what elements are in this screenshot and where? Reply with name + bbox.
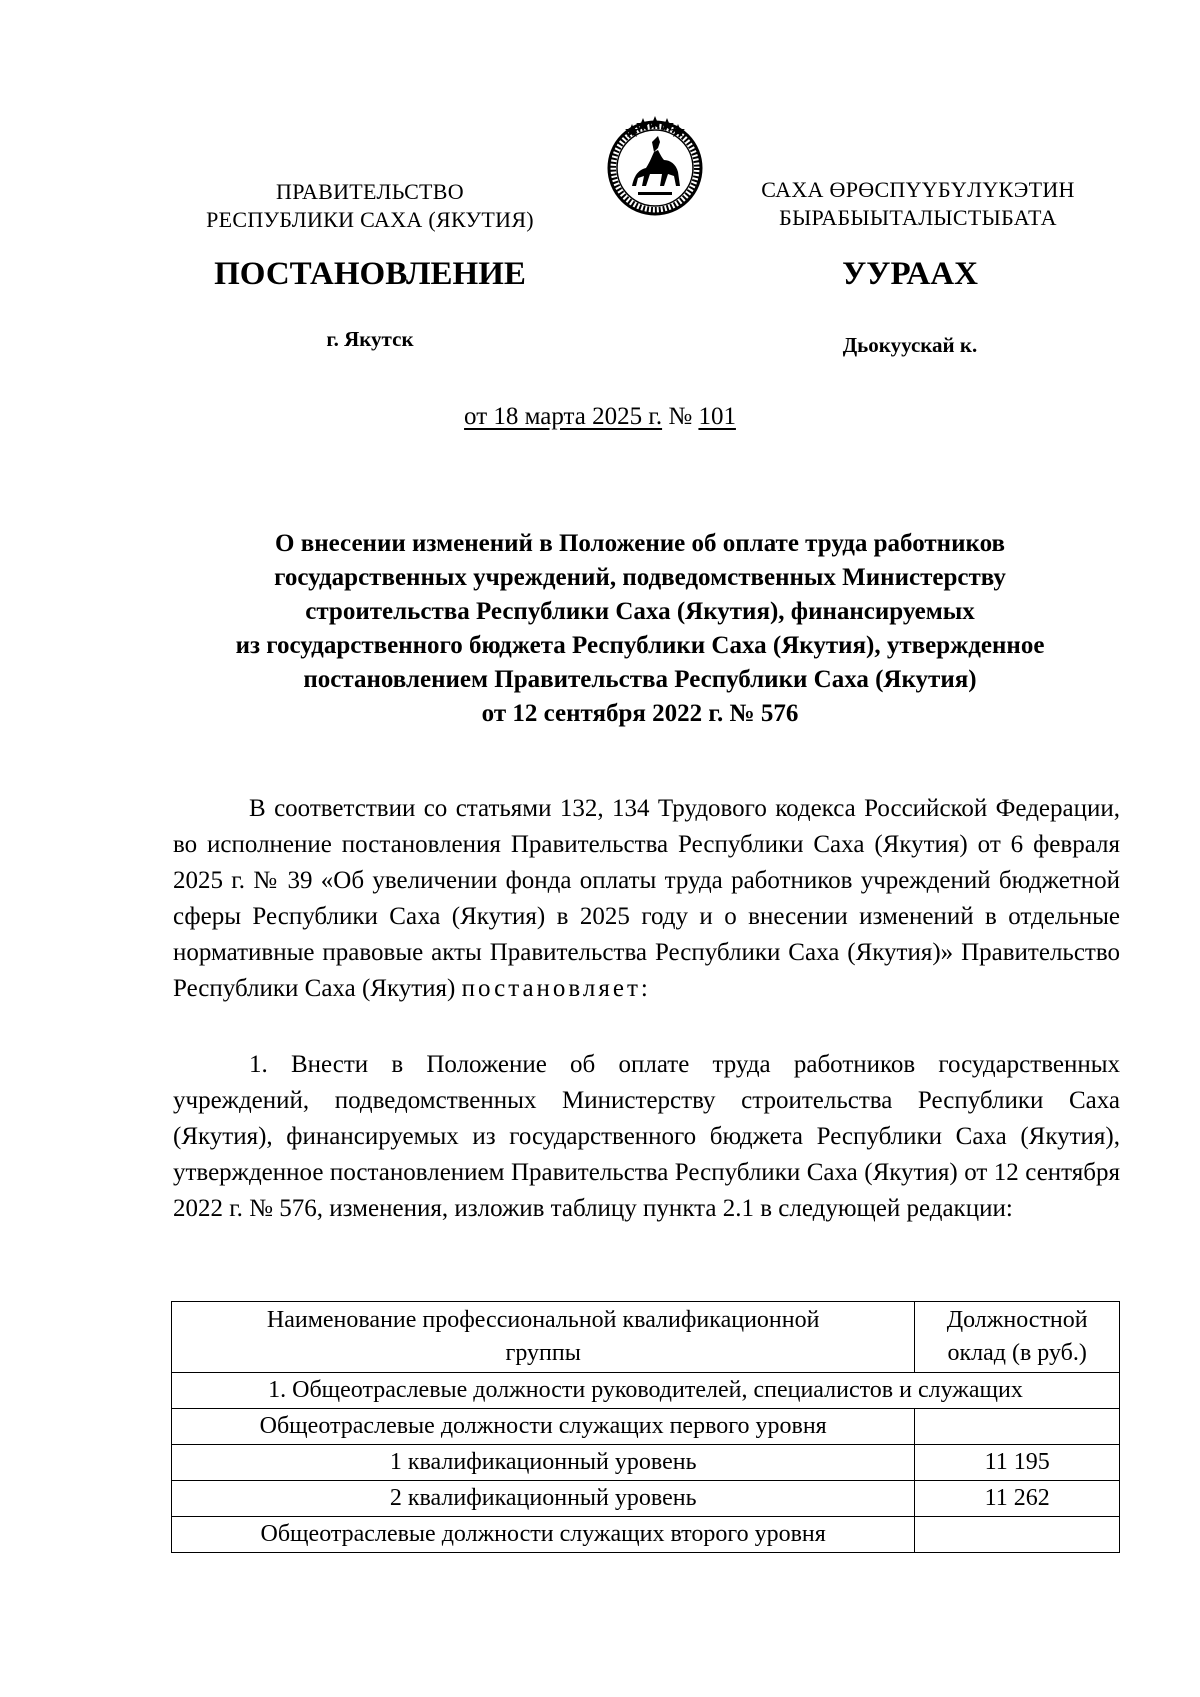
title-line: государственных учреждений, подведомственных Министерству <box>274 564 1006 591</box>
group-name-cell: 1 квалификационный уровень <box>172 1445 915 1481</box>
table-row <box>172 1409 1120 1445</box>
group-name-cell: Общеотраслевые должности служащих первого уровня <box>172 1409 915 1445</box>
title-line: строительства Республики Саха (Якутия), финансируемых <box>305 598 975 625</box>
header-group-name-line1: Наименование профессиональной квалификационной <box>266 1307 820 1333</box>
salary-cell: 11 262 <box>915 1481 1120 1517</box>
preamble-text: В соответствии со статьями 132, 134 Трудового кодекса Российской Федерации, во исполнение постановления Правительства Республики Саха (Якутия) от 6 февраля 2025 г. № 39 «Об увеличении фонда оплаты труда работников учреждений бюджетной сферы Республики Саха (Якутия) в 2025 году и о внесении изменений в отдельные нормативные правовые акты Правительства Республики Саха (Якутия)» Правительство Республики Саха (Якутия) <box>173 795 1120 1002</box>
clause-1-text: 1. Внести в Положение об оплате труда работников государственных учреждений, подведомственных Министерству строительства Республики Саха (Якутия), финансируемых из государственного бюджета Республики Саха (Якутия), утвержденное постановлением Правительства Республики Саха (Якутия) от 12 сентября 2022 г. № 576, изменения, изложив таблицу пункта 2.1 в следующей редакции: <box>173 1051 1120 1222</box>
date-line <box>0 403 1200 431</box>
city-sakha: Дьокуускай к. <box>842 333 978 357</box>
resolves-word: постановляет: <box>461 975 651 1002</box>
clause-1-paragraph <box>173 1047 1120 1227</box>
table-section-row <box>172 1373 1120 1409</box>
header-salary <box>915 1302 1120 1373</box>
number-label: № <box>668 403 693 430</box>
coat-of-arms-emblem-icon <box>602 112 708 218</box>
city-ru: г. Якутск <box>326 327 414 351</box>
title-line: постановлением Правительства Республики Саха (Якутия) <box>303 666 977 693</box>
title-line: от 12 сентября 2022 г. № 576 <box>481 700 799 727</box>
section-title: 1. Общеотраслевые должности руководителей, специалистов и служащих <box>172 1373 1120 1409</box>
doc-type-sakha: УУРААХ <box>842 256 978 292</box>
government-name-ru-line1: ПРАВИТЕЛЬСТВО <box>276 179 464 204</box>
table-row <box>172 1445 1120 1481</box>
salary-cell: 11 195 <box>915 1445 1120 1481</box>
group-name-cell: Общеотраслевые должности служащих второго уровня <box>172 1517 915 1553</box>
government-name-sakha-line2: БЫРАБЫЫТАЛЫСТЫБАТА <box>779 205 1057 230</box>
header-group-name <box>172 1302 915 1373</box>
government-name-sakha <box>728 176 1108 232</box>
table-row <box>172 1517 1120 1553</box>
document-date: от 18 марта 2025 г. <box>464 403 663 430</box>
group-name-cell: 2 квалификационный уровень <box>172 1481 915 1517</box>
doc-type-ru: ПОСТАНОВЛЕНИЕ <box>214 256 526 292</box>
document-number: 101 <box>698 403 736 430</box>
document-title <box>160 527 1120 731</box>
preamble-paragraph <box>173 791 1120 1007</box>
title-line: из государственного бюджета Республики Саха (Якутия), утвержденное <box>235 632 1045 659</box>
salary-cell <box>915 1517 1120 1553</box>
salary-table <box>171 1301 1120 1553</box>
government-name-ru <box>170 178 570 234</box>
table-row <box>172 1481 1120 1517</box>
government-name-ru-line2: РЕСПУБЛИКИ САХА (ЯКУТИЯ) <box>206 207 534 232</box>
salary-cell <box>915 1409 1120 1445</box>
header-salary-line1: Должностной <box>946 1307 1088 1333</box>
title-line: О внесении изменений в Положение об оплате труда работников <box>275 530 1005 557</box>
header-salary-line2: оклад (в руб.) <box>947 1340 1087 1366</box>
table-header-row <box>172 1302 1120 1373</box>
government-name-sakha-line1: САХА ӨРӨСПҮҮБҮЛҮКЭТИН <box>761 177 1075 202</box>
header-group-name-line2: группы <box>505 1340 581 1366</box>
